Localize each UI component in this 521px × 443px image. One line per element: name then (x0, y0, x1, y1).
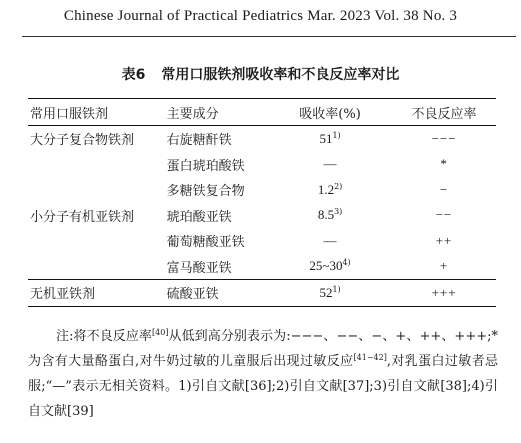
absorption-cell (276, 254, 392, 280)
adverse-reaction-cell (392, 228, 496, 254)
header-component: 主要成分 (167, 99, 276, 126)
absorption-value: 51 (319, 130, 333, 146)
note-citation: [41−42] (353, 353, 387, 362)
absorption-ref: 2) (334, 181, 343, 191)
adverse-reaction-value: −− (435, 207, 453, 223)
absorption-cell (276, 228, 392, 254)
absorption-ref: 1) (332, 284, 341, 294)
adverse-reaction-cell (392, 254, 496, 280)
adverse-reaction-cell (392, 280, 496, 307)
note-paragraph (28, 324, 498, 424)
group-label-empty (28, 254, 167, 280)
group-label: 无机亚铁剂 (28, 280, 167, 307)
note-text: ,对乳蛋白过敏者忌服;“—”表示无相关资料。1)引自文献[36];2)引自文献[37];3)引自文献[38];4)引自文献[39] (28, 354, 498, 419)
running-header: Chinese Journal of Practical Pediatrics Mar. 2023 Vol. 38 No. 3 (63, 8, 458, 24)
header-rule (22, 36, 516, 37)
note-citation: [40] (152, 328, 169, 337)
group-label-empty (28, 152, 167, 178)
absorption-cell (276, 126, 392, 152)
adverse-reaction-value: ++ (435, 232, 453, 248)
adverse-reaction-cell (392, 177, 496, 203)
table-row (28, 228, 496, 254)
note-text: 注:将不良反应率 (56, 329, 153, 344)
absorption-value: — (323, 156, 337, 172)
absorption-ref: 4) (342, 258, 351, 268)
table-row (28, 280, 496, 307)
component-cell: 右旋糖酐铁 (167, 126, 276, 152)
adverse-reaction-cell (392, 126, 496, 152)
absorption-value: 25~30 (309, 258, 343, 274)
component-cell: 硫酸亚铁 (167, 280, 276, 307)
absorption-cell (276, 280, 392, 307)
table-row (28, 152, 496, 178)
absorption-ref: 3) (334, 207, 343, 217)
component-cell: 多糖铁复合物 (166, 184, 245, 200)
absorption-value: 8.5 (317, 207, 335, 223)
absorption-cell (276, 177, 392, 203)
adverse-reaction-cell (392, 152, 496, 178)
adverse-reaction-value: − (439, 181, 449, 197)
table-title: 常用口服铁剂吸收率和不良反应率对比 (161, 67, 400, 83)
absorption-cell (276, 203, 392, 229)
absorption-ref: 1) (332, 130, 341, 140)
component-cell: 富马酸亚铁 (166, 260, 232, 276)
table-row (28, 254, 496, 280)
note-text: 从低到高分别表示为:−−−、−−、−、+、++、+++;*为含有大量酪蛋白,对牛奶过敏的儿童服后出现过敏反应 (28, 329, 498, 369)
table-caption (0, 64, 521, 84)
absorption-value: 1.2 (317, 181, 335, 197)
table-header-row (28, 99, 496, 126)
table-row (28, 126, 496, 152)
table-row (28, 177, 496, 203)
adverse-reaction-value: * (440, 156, 448, 172)
absorption-value: 52 (319, 284, 333, 300)
header-adverse-reaction: 不良反应率 (392, 99, 496, 126)
absorption-value: — (323, 232, 337, 248)
adverse-reaction-value: −−− (431, 130, 457, 146)
component-cell: 葡萄糖酸亚铁 (166, 235, 245, 251)
table-note (28, 324, 498, 424)
component-cell: 蛋白琥珀酸铁 (166, 158, 245, 174)
adverse-reaction-value: +++ (431, 284, 457, 300)
table-row (28, 203, 496, 229)
group-label-empty (28, 228, 167, 254)
adverse-reaction-cell (392, 203, 496, 229)
absorption-cell (276, 152, 392, 178)
header-preparation: 常用口服铁剂 (28, 99, 167, 126)
component-cell: 琥珀酸亚铁 (166, 209, 232, 225)
adverse-reaction-value: + (439, 258, 449, 274)
header-absorption: 吸收率(%) (276, 99, 392, 126)
group-label-empty (28, 177, 167, 203)
group-label: 大分子复合物铁剂 (28, 126, 167, 152)
table-label: 表6 (121, 67, 146, 83)
group-label: 小分子有机亚铁剂 (30, 209, 135, 225)
iron-comparison-table (28, 98, 496, 307)
